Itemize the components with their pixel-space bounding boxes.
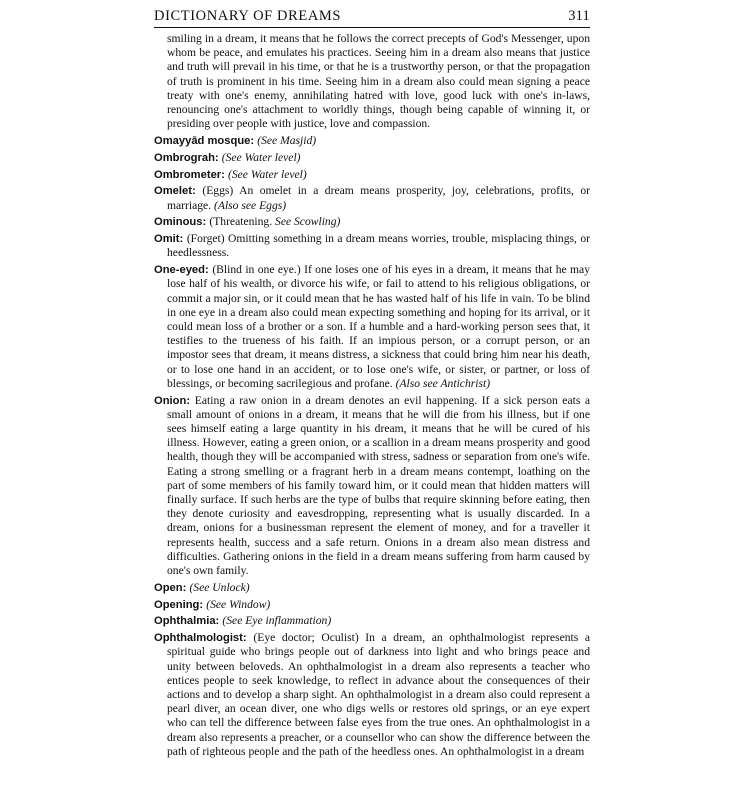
entry-headword: Omayyād mosque	[154, 135, 251, 148]
entry-cross-reference: (See Water level)	[228, 167, 307, 181]
dictionary-entry-open: Open: (See Unlock)	[154, 580, 250, 594]
entry-cross-reference: (See Unlock)	[189, 580, 250, 594]
entry-cross-reference: (See Masjid)	[257, 134, 317, 148]
entry-headword: One-eyed	[154, 264, 205, 277]
entry-text: Eating a raw onion in a dream denotes an evil happening. If a sick person eats a small amount of onions in a dream, it means that he will die from his illness, but if one sees himself eating a large quantity in his dream, it means that he will be cured of his illness. However, eating a green onion, or a scallion in a dream means prosperity and good health, though they will be accompanied with stress, sadness or separation from one's wife. Eating a strong smelling or a fragrant herb in a dream means contempt, loathing on the part of some members of his family toward him, or it could mean that hidden matters will finally surface. If such herbs are the type of bulbs that require skinning before eating, then they denote curiosity and eavesdropping, representing what is usually discarded. In a dream, onions for a businessman represent the element of money, and for a traveller it represents health, success and a safe return. Onions in a dream also mean distress and difficulties. Gathering onions in the field in a dream means suffering from harm caused by one's own family.	[167, 393, 590, 578]
entry-cross-reference: (Also see Antichrist)	[395, 376, 491, 390]
page-number: 311	[568, 8, 590, 24]
entry-headword: Ombrometer	[154, 168, 222, 181]
entry-text: (Eye doctor; Oculist) In a dream, an ophthalmologist represents a spiritual guide who brings people out of darkness into light and who brings peace and unity between beloveds. An ophthalmologist in a dream also represents a teacher who entices people to seek knowledge, to reflect in advance about the consequences of their actions and to develop a sharp sight. An ophthalmologist in a dream also could represent a pearl diver, an ocean diver, one who digs wells or restores old springs, or an eye expert who can tell the difference between false eyes from the true ones. An ophthalmologist in a dream also represents a preacher, or a counsellor who can show the difference between the path of righteous people and the path of the heedless ones. An ophthalmologist in a dream	[167, 631, 590, 758]
dictionary-entry-omit: Omit: (Forget) Omitting something in a dream means worries, trouble, misplacing things, or heedlessness.	[154, 232, 590, 260]
entry-headword: Onion	[154, 394, 187, 407]
dictionary-entry-ombrometer: Ombrometer: (See Water level)	[154, 167, 307, 181]
page-title: DICTIONARY OF DREAMS	[154, 8, 342, 24]
dictionary-entry-one-eyed: One-eyed: (Blind in one eye.) If one loses one of his eyes in a dream, it means that he may lose half of his wealth, or divorce his wife, or fail to attend to his religious obligations, or commit a major sin, or it could mean that he has wasted half of his life in vain. To be blind in one eye in a dream also could mean expecting something and hoping for its arrival, or it could mean loss of a brother or a son. If a humble and a hard-working person sees that, it testifies to the trueness of his faith. If an impious person, or a corrupt person, or an impostor sees that dream, it means distress, a sickness that could bring him near his death, or to lose one hand in an accident, or to lose one's wife, or sister, or partner, or loss of blessings, or becoming sacrilegious and profane. (Also see Antichrist)	[154, 263, 590, 390]
entry-cross-reference: See Scowling)	[275, 215, 341, 229]
entry-cross-reference: (Also see Eggs)	[214, 198, 287, 212]
dictionary-entry-opening: Opening: (See Window)	[154, 597, 271, 611]
entry-text: smiling in a dream, it means that he follows the correct precepts of God's Messenger, upon whom be peace, and emulates his practices. Seeing him in a dream also means that justice and truth will prevail in his time, or that he is a trustworthy person, or that the propagation of truth is prominent in his time. Seeing him in a dream also could mean signing a peace treaty with one's enemy, annihilating hatred with love, good luck with one's in-laws, renouncing one's attachment to worldly things, though being capable of winning it, or presiding over people with justice, love and compassion.	[167, 32, 590, 131]
dictionary-entry-omelet: Omelet: (Eggs) An omelet in a dream means prosperity, joy, celebrations, profits, or marriage. (Also see Eggs)	[154, 184, 590, 212]
dictionary-entry-continuation	[154, 32, 590, 131]
dictionary-entry-ophthalmia: Ophthalmia: (See Eye inflammation)	[154, 614, 332, 628]
entry-headword: Open	[154, 581, 183, 594]
entry-headword: Omit	[154, 233, 180, 246]
entry-text: (Eggs) An omelet in a dream means prosperity, joy, celebrations, profits, or marriage.	[167, 184, 590, 212]
entry-headword: Opening	[154, 598, 200, 611]
entry-headword: Ombrograh	[154, 151, 215, 164]
dictionary-entry-omayyad-mosque: Omayyād mosque: (See Masjid)	[154, 134, 317, 148]
running-header	[154, 8, 590, 28]
entry-text: (Blind in one eye.) If one loses one of his eyes in a dream, it means that he may lose half of his wealth, or divorce his wife, or fail to attend to his religious obligations, or commit a major sin, or it could mean that he has wasted half of his life in vain. To be blind in one eye in a dream also could mean expecting something and hoping for its arrival, or it could mean loss of a brother or a son. If a humble and a hard-working person sees that, it testifies to the trueness of his faith. If an impious person, or a corrupt person, or an impostor sees that dream, it means distress, a sickness that could bring him near his death, or to lose one hand in an accident, or to lose one's wife, or sister, or partner, or loss of blessings, or becoming sacrilegious and profane.	[167, 263, 590, 390]
dictionary-entry-ombrograh: Ombrograh: (See Water level)	[154, 150, 301, 164]
entry-text: (Forget) Omitting something in a dream means worries, trouble, misplacing things, or heedlessness.	[167, 232, 590, 260]
entry-headword: Ophthalmia	[154, 615, 216, 628]
entry-cross-reference: (See Eye inflammation)	[222, 614, 332, 628]
entry-headword: Ophthalmologist	[154, 632, 243, 645]
entry-text: (Threatening.	[209, 215, 273, 229]
dictionary-page	[154, 8, 590, 762]
entry-headword: Omelet	[154, 185, 192, 198]
dictionary-entry-ophthalmologist: Ophthalmologist: (Eye doctor; Oculist) In a dream, an ophthalmologist represents a spiritual guide who brings people out of darkness into light and who brings peace and unity between beloveds. An ophthalmologist in a dream also represents a teacher who entices people to seek knowledge, to reflect in advance about the consequences of their actions and to develop a sharp sight. An ophthalmologist in a dream also could represent a pearl diver, an ocean diver, one who digs wells or restores old springs, or an eye expert who can tell the difference between false eyes from the true ones. An ophthalmologist in a dream also represents a preacher, or a counsellor who can show the difference between the path of righteous people and the path of the heedless ones. An ophthalmologist in a dream	[154, 631, 590, 758]
entry-headword: Ominous	[154, 216, 203, 229]
dictionary-entry-ominous: Ominous: (Threatening. See Scowling)	[154, 215, 341, 229]
entry-cross-reference: (See Window)	[206, 597, 271, 611]
entry-cross-reference: (See Water level)	[221, 150, 301, 164]
dictionary-entry-onion: Onion: Eating a raw onion in a dream denotes an evil happening. If a sick person eats a small amount of onions in a dream, it means that he will die from his illness, but if one sees himself eating a large quantity in his dream, it means that he will be cured of his illness. However, eating a green onion, or a scallion in a dream means prosperity and good health, though they will be accompanied with stress, sadness or separation from one's wife. Eating a strong smelling or a fragrant herb in a dream means contempt, loathing on the part of some members of his family toward him, or it could mean that hidden matters will finally surface. If such herbs are the type of bulbs that require skinning before eating, then they denote curiosity and eavesdropping, representing what is usually discarded. In a dream, onions for a businessman represent the element of money, and for a traveller it represents health, success and a safe return. Onions in a dream also mean distress and difficulties. Gathering onions in the field in a dream means suffering from harm caused by one's own family.	[154, 393, 590, 578]
